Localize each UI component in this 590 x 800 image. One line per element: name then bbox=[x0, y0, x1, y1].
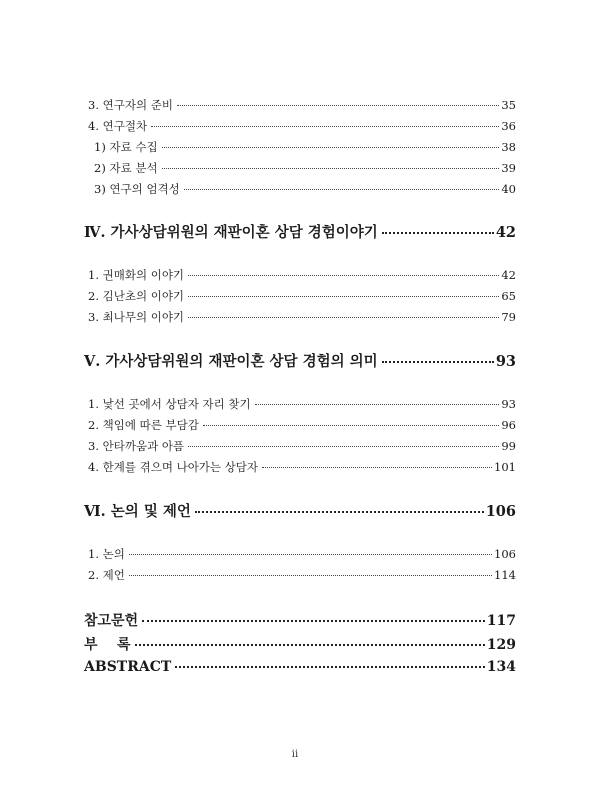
toc-entry-label: 3) 연구의 엄격성 bbox=[94, 182, 180, 196]
toc-chapter-6[interactable] bbox=[84, 500, 516, 521]
toc-entry-label: 2. 책임에 따른 부담감 bbox=[88, 418, 199, 432]
dot-leader bbox=[129, 575, 492, 576]
toc-chapter-4[interactable] bbox=[84, 221, 516, 242]
toc-entry-label: 2. 김난초의 이야기 bbox=[88, 289, 185, 303]
dot-leader bbox=[262, 467, 492, 468]
toc-entry-page: 114 bbox=[494, 568, 516, 582]
toc-entry-page: 96 bbox=[501, 418, 516, 432]
toc-back-label: ABSTRACT bbox=[84, 659, 172, 675]
toc-entry-research-rigor[interactable] bbox=[94, 181, 516, 197]
toc-entry-meaning-4[interactable] bbox=[88, 459, 516, 475]
toc-chapter-label: Ⅵ. 논의 및 제언 bbox=[84, 503, 191, 520]
toc-entry-story-2[interactable] bbox=[88, 288, 516, 304]
toc-back-label: 부 록 bbox=[84, 637, 131, 653]
dot-leader bbox=[382, 232, 494, 234]
dot-leader bbox=[188, 275, 499, 276]
toc-abstract[interactable] bbox=[84, 659, 516, 675]
toc-entry-data-analysis[interactable] bbox=[94, 160, 516, 176]
toc-entry-researcher-preparation[interactable] bbox=[88, 97, 516, 113]
toc-entry-label: 3. 연구자의 준비 bbox=[88, 98, 173, 112]
dot-leader bbox=[142, 620, 485, 622]
toc-entry-page: 101 bbox=[494, 460, 516, 474]
toc-entry-page: 42 bbox=[501, 268, 516, 282]
page-number: ii bbox=[291, 749, 299, 760]
toc-entry-meaning-3[interactable] bbox=[88, 438, 516, 454]
toc-entry-story-1[interactable] bbox=[88, 267, 516, 283]
toc-back-page: 129 bbox=[486, 637, 516, 653]
dot-leader bbox=[188, 296, 499, 297]
toc-entry-story-3[interactable] bbox=[88, 309, 516, 325]
toc-entry-page: 36 bbox=[501, 119, 516, 133]
toc-appendix[interactable] bbox=[84, 634, 516, 654]
toc-chapter-label: Ⅴ. 가사상담위원의 재판이혼 상담 경험의 의미 bbox=[84, 353, 378, 370]
toc-entry-label: 1) 자료 수집 bbox=[94, 140, 158, 154]
toc-entry-page: 39 bbox=[501, 161, 516, 175]
toc-chapter-page: 106 bbox=[485, 503, 516, 520]
toc-entry-meaning-2[interactable] bbox=[88, 417, 516, 433]
dot-leader bbox=[184, 189, 500, 190]
dot-leader bbox=[135, 644, 485, 646]
dot-leader bbox=[195, 511, 484, 513]
toc-entry-page: 35 bbox=[501, 98, 516, 112]
toc-entry-suggestions[interactable] bbox=[88, 567, 516, 583]
toc-entry-page: 65 bbox=[501, 289, 516, 303]
dot-leader bbox=[129, 554, 492, 555]
dot-leader bbox=[188, 446, 499, 447]
toc-chapter-page: 42 bbox=[495, 224, 516, 241]
dot-leader bbox=[188, 317, 499, 318]
toc-entry-label: 2) 자료 분석 bbox=[94, 161, 158, 175]
toc-entry-label: 3. 최나무의 이야기 bbox=[88, 310, 185, 324]
toc-entry-data-collection[interactable] bbox=[94, 139, 516, 155]
toc-entry-page: 79 bbox=[501, 310, 516, 324]
toc-references[interactable] bbox=[84, 610, 516, 630]
dot-leader bbox=[162, 147, 500, 148]
dot-leader bbox=[203, 425, 500, 426]
toc-chapter-page: 93 bbox=[495, 353, 516, 370]
toc-entry-label: 4. 연구절차 bbox=[88, 119, 148, 133]
toc-entry-label: 3. 안타까움과 아픔 bbox=[88, 439, 185, 453]
toc-entry-research-procedure[interactable] bbox=[88, 118, 516, 134]
dot-leader bbox=[382, 361, 494, 363]
toc-entry-page: 99 bbox=[501, 439, 516, 453]
toc-entry-page: 38 bbox=[501, 140, 516, 154]
toc-entry-label: 1. 권매화의 이야기 bbox=[88, 268, 185, 282]
toc-entry-page: 40 bbox=[501, 182, 516, 196]
dot-leader bbox=[151, 126, 499, 127]
toc-chapter-label: Ⅳ. 가사상담위원의 재판이혼 상담 경험이야기 bbox=[84, 224, 378, 241]
toc-entry-label: 4. 한계를 겪으며 나아가는 상담자 bbox=[88, 460, 259, 474]
toc-entry-label: 2. 제언 bbox=[88, 568, 125, 582]
toc-entry-page: 93 bbox=[501, 397, 516, 411]
dot-leader bbox=[177, 105, 499, 106]
toc-entry-label: 1. 논의 bbox=[88, 547, 125, 561]
toc-entry-meaning-1[interactable] bbox=[88, 396, 516, 412]
toc-entry-label: 1. 낯선 곳에서 상담자 자리 찾기 bbox=[88, 397, 251, 411]
dot-leader bbox=[175, 666, 484, 668]
dot-leader bbox=[255, 404, 500, 405]
toc-chapter-5[interactable] bbox=[84, 350, 516, 371]
dot-leader bbox=[162, 168, 500, 169]
toc-entry-page: 106 bbox=[494, 547, 516, 561]
toc-entry-discussion[interactable] bbox=[88, 546, 516, 562]
toc-back-page: 117 bbox=[486, 613, 516, 629]
toc-back-page: 134 bbox=[486, 659, 516, 675]
toc-back-label: 참고문헌 bbox=[84, 613, 139, 629]
